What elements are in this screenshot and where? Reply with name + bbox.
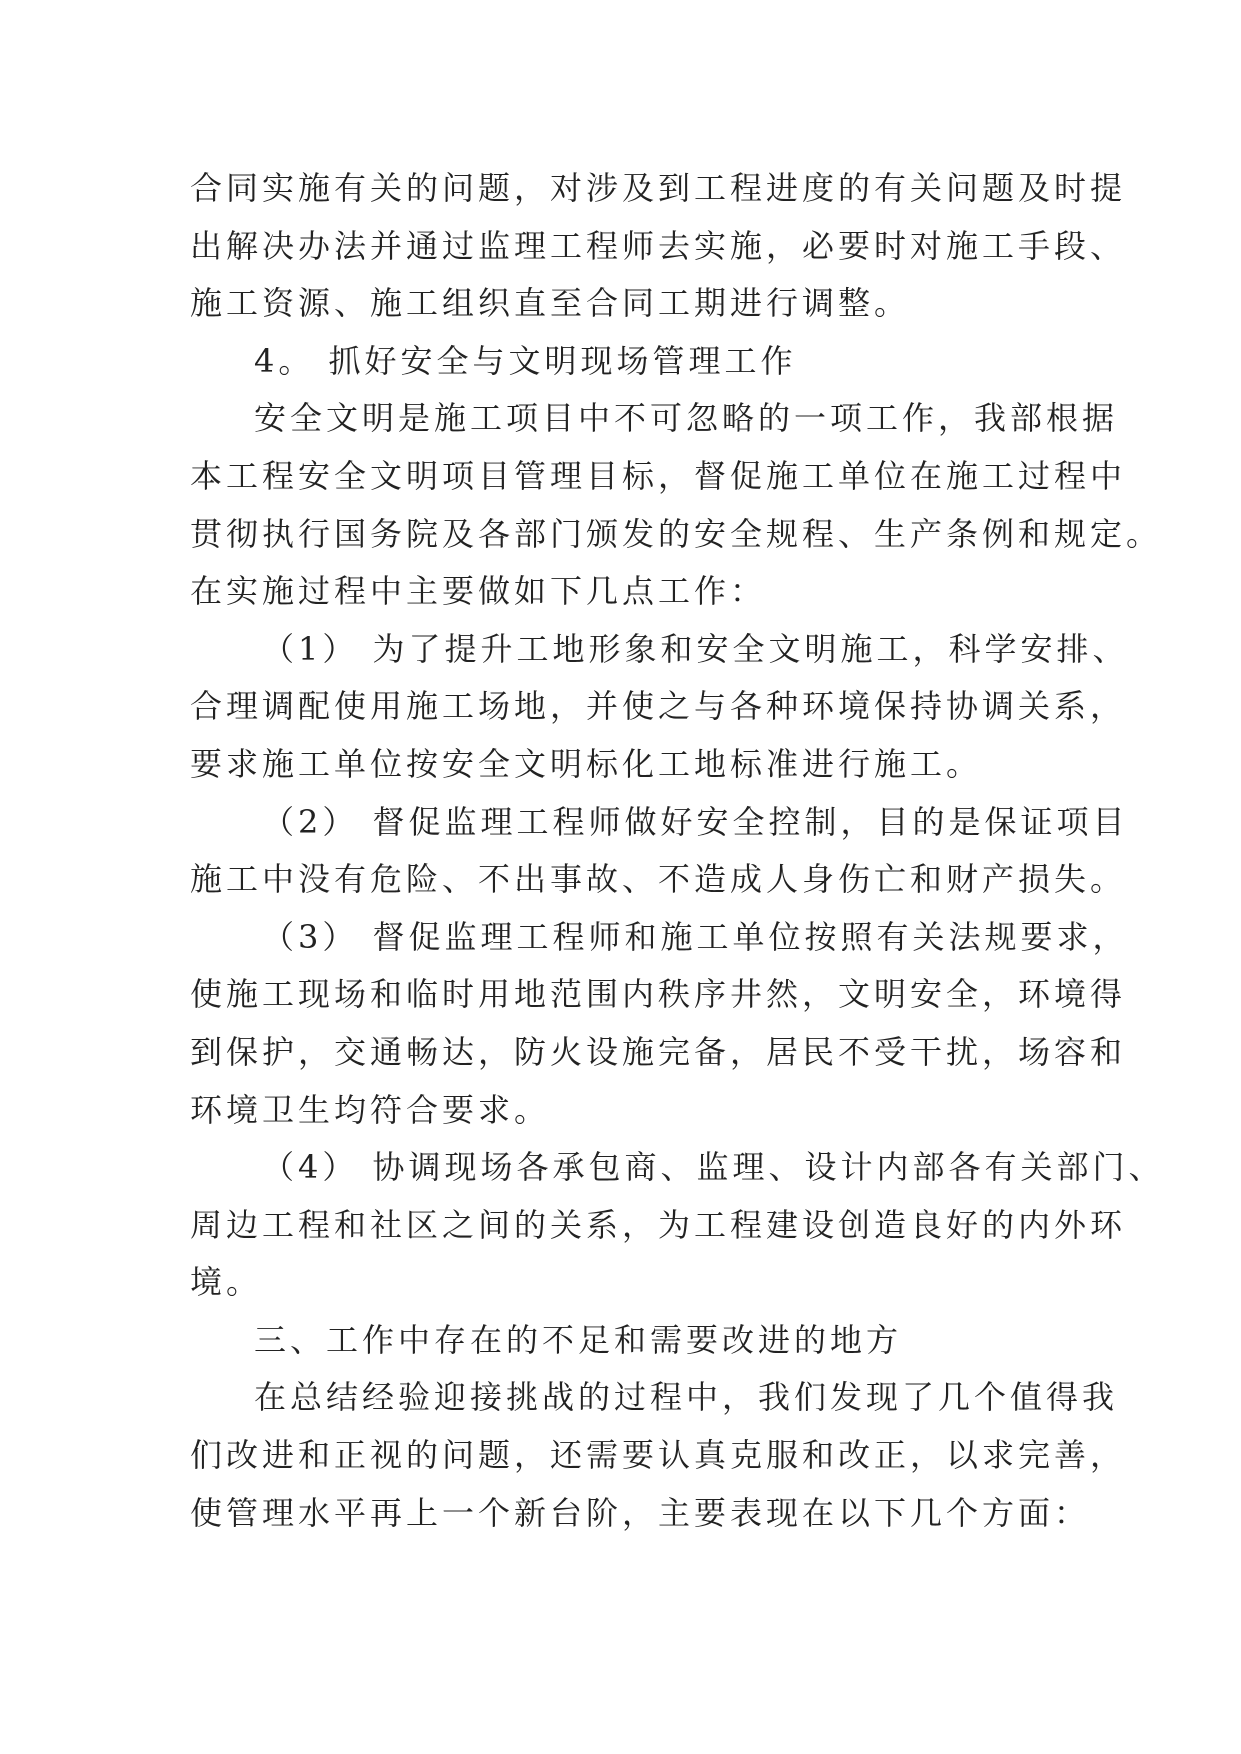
- text-line: 合同实施有关的问题，对涉及到工程进度的有关问题及时提: [190, 169, 1127, 207]
- text-line: 本工程安全文明项目管理目标，督促施工单位在施工过程中: [190, 456, 1127, 495]
- list-item-line: （3） 督促监理工程师和施工单位按照有关法规要求，: [262, 917, 1129, 956]
- list-item-line: （4） 协调现场各承包商、监理、设计内部各有关部门、: [262, 1148, 1165, 1187]
- text-line: 境。: [190, 1263, 263, 1302]
- section-heading: 三、工作中存在的不足和需要改进的地方: [254, 1320, 903, 1359]
- text-line: 施工中没有危险、不出事故、不造成人身伤亡和财产损失。: [190, 860, 1127, 899]
- text-line: 贯彻执行国务院及各部门颁发的安全规程、生产条例和规定。: [190, 514, 1163, 553]
- text-line: 到保护，交通畅达，防火设施完备，居民不受干扰，场容和: [190, 1032, 1127, 1071]
- text-line: 们改进和正视的问题，还需要认真克服和改正，以求完善，: [190, 1436, 1127, 1475]
- text-line: 要求施工单位按安全文明标化工地标准进行施工。: [190, 744, 983, 783]
- list-item-line: （1） 为了提升工地形象和安全文明施工，科学安排、: [262, 629, 1129, 668]
- text-line: 周边工程和社区之间的关系，为工程建设创造良好的内外环: [190, 1205, 1127, 1244]
- text-line: 合理调配使用施工场地，并使之与各种环境保持协调关系，: [190, 687, 1127, 726]
- text-line: 在实施过程中主要做如下几点工作：: [190, 572, 767, 611]
- text-line: 使施工现场和临时用地范围内秩序井然，文明安全，环境得: [190, 975, 1127, 1014]
- text-line: 施工资源、施工组织直至合同工期进行调整。: [190, 284, 911, 323]
- text-line: 出解决办法并通过监理工程师去实施，必要时对施工手段、: [190, 226, 1127, 265]
- list-item-line: （2） 督促监理工程师做好安全控制，目的是保证项目: [262, 802, 1129, 841]
- text-line: 环境卫生均符合要求。: [190, 1090, 551, 1129]
- document-body: [190, 160, 1165, 1542]
- text-line: 在总结经验迎接挑战的过程中，我们发现了几个值得我: [254, 1378, 1119, 1417]
- section-heading: 4。 抓好安全与文明现场管理工作: [254, 341, 797, 380]
- text-line: 使管理水平再上一个新台阶，主要表现在以下几个方面：: [190, 1493, 1091, 1532]
- text-line: 安全文明是施工项目中不可忽略的一项工作，我部根据: [254, 399, 1119, 438]
